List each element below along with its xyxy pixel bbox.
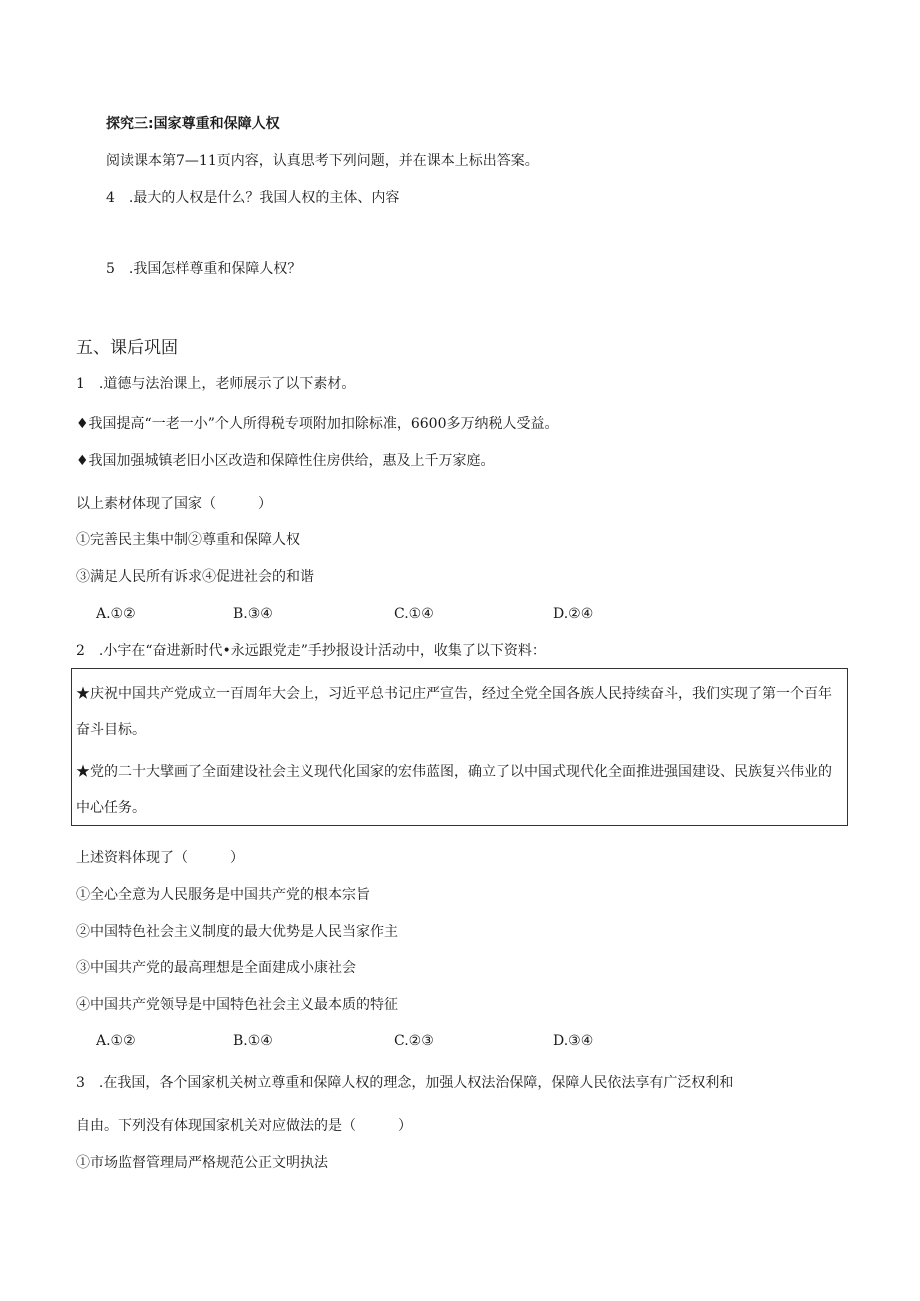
q2-option-a[interactable]: A.①② bbox=[96, 1033, 136, 1049]
q1-prompt: 以上素材体现了国家（ ） bbox=[76, 496, 272, 512]
question-4: 4 .最大的人权是什么？我国人权的主体、内容 bbox=[106, 190, 400, 206]
q3-item-1: ①市场监督管理局严格规范公正文明执法 bbox=[76, 1155, 328, 1171]
q2-box-paragraph-1: ★庆祝中国共产党成立一百周年大会上，习近平总书记庄严宣告，经过全党全国各族人民持续奋斗，我们实现了第一个百年奋斗目标。 bbox=[76, 686, 832, 738]
q2-option-c[interactable]: C.②③ bbox=[394, 1033, 434, 1049]
inquiry3-instruction: 阅读课本第7—11页内容，认真思考下列问题，并在课本上标出答案。 bbox=[106, 153, 539, 169]
q1-option-d[interactable]: D.②④ bbox=[553, 606, 594, 622]
q1-option-b[interactable]: B.③④ bbox=[233, 606, 273, 622]
q2-item-3: ③中国共产党的最高理想是全面建成小康社会 bbox=[76, 960, 356, 976]
q1-stem: 1 .道德与法治课上，老师展示了以下素材。 bbox=[76, 376, 356, 392]
q1-items-1-2: ①完善民主集中制②尊重和保障人权 bbox=[76, 532, 300, 548]
q3-stem-line-1: 3 .在我国，各个国家机关树立尊重和保障人权的理念，加强人权法治保障，保障人民依法享有广泛权利和 bbox=[76, 1075, 734, 1091]
q1-option-c[interactable]: C.①④ bbox=[394, 606, 434, 622]
q2-item-4: ④中国共产党领导是中国特色社会主义最本质的特征 bbox=[76, 997, 398, 1013]
q3-stem-line-2: 自由。下列没有体现国家机关对应做法的是（ ） bbox=[76, 1118, 412, 1134]
q1-material-1: ♦我国提高“一老一小”个人所得税专项附加扣除标准，6600多万纳税人受益。 bbox=[76, 416, 559, 432]
q2-item-2: ②中国特色社会主义制度的最大优势是人民当家作主 bbox=[76, 924, 398, 940]
q2-item-1: ①全心全意为人民服务是中国共产党的根本宗旨 bbox=[76, 887, 370, 903]
question-5: 5 .我国怎样尊重和保障人权？ bbox=[106, 261, 302, 277]
q2-stem: 2 .小宇在“奋进新时代•永远跟党走”手抄报设计活动中，收集了以下资料： bbox=[76, 643, 546, 659]
q2-box-paragraph-2: ★党的二十大擘画了全面建设社会主义现代化国家的宏伟蓝图，确立了以中国式现代化全面推进强国建设、民族复兴伟业的中心任务。 bbox=[76, 764, 832, 816]
q2-option-b[interactable]: B.①④ bbox=[233, 1033, 273, 1049]
inquiry3-title: 探究三:国家尊重和保障人权 bbox=[106, 116, 280, 132]
q2-prompt: 上述资料体现了（ ） bbox=[76, 850, 244, 866]
q2-option-d[interactable]: D.③④ bbox=[553, 1033, 594, 1049]
section5-title: 五、课后巩固 bbox=[76, 338, 178, 358]
q1-option-a[interactable]: A.①② bbox=[96, 606, 136, 622]
q2-material-box bbox=[71, 668, 848, 826]
q1-items-3-4: ③满足人民所有诉求④促进社会的和谐 bbox=[76, 569, 314, 585]
q1-material-2: ♦我国加强城镇老旧小区改造和保障性住房供给，惠及上千万家庭。 bbox=[76, 453, 495, 469]
